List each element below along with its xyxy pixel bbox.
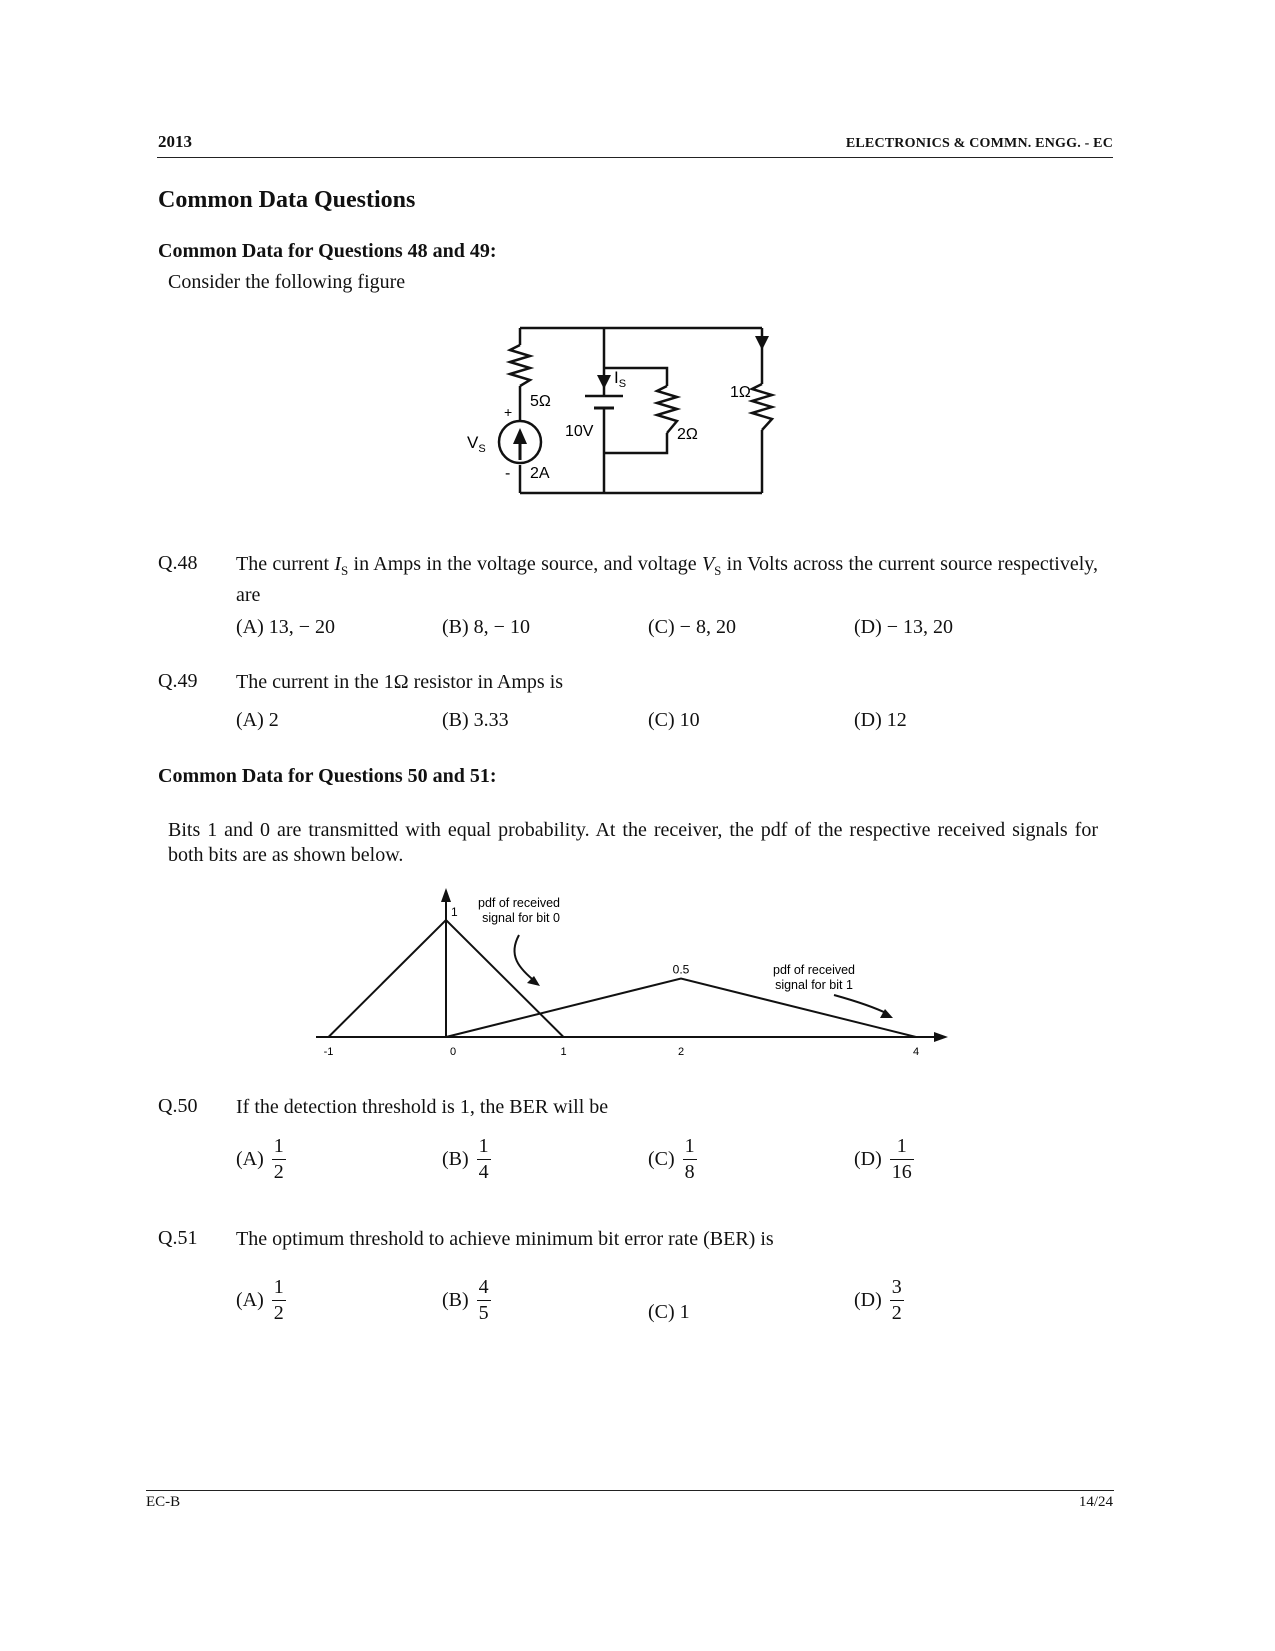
q48-option-a: (A) 13, − 20 — [236, 616, 336, 638]
is-label: $I_S$ — [614, 368, 627, 390]
q49-number: Q.49 — [158, 670, 198, 692]
footer-page-number: 14/24 — [1078, 1494, 1113, 1510]
q50-text: If the detection threshold is 1, the BER will be — [236, 1096, 609, 1118]
plus-label: + — [504, 404, 513, 420]
x-tick-label: 4 — [912, 1046, 920, 1058]
x-tick-label: 1 — [560, 1046, 567, 1058]
q48-number: Q.48 — [158, 552, 198, 574]
q49-option-d: (D) 12 — [854, 709, 907, 731]
section-title: Common Data Questions — [158, 187, 416, 213]
fraction: $\frac{1}{8}$ — [684, 1135, 695, 1183]
fraction: $\frac{1}{2}$ — [273, 1135, 284, 1183]
header-title: ELECTRONICS & COMMN. ENGG. - EC — [845, 136, 1113, 151]
fraction: $\frac{1}{16}$ — [891, 1135, 912, 1183]
x-tick-label: 2 — [677, 1046, 685, 1058]
fraction: $\frac{3}{2}$ — [891, 1276, 902, 1324]
peak-label-bit1: 0.5 — [672, 962, 690, 977]
q50-number: Q.50 — [158, 1095, 198, 1117]
annotation-bit0-line1: pdf of received — [478, 896, 560, 910]
x-axis-arrow — [934, 1032, 948, 1042]
q50-option-b: (B) $\frac{1}{4}$ — [442, 1135, 489, 1183]
q49-option-c: (C) 10 — [648, 709, 700, 731]
q50-option-d: (D) $\frac{1}{16}$ — [854, 1135, 912, 1183]
x-tick-label: -1 — [323, 1046, 334, 1058]
q51-option-d: (D) $\frac{3}{2}$ — [854, 1276, 902, 1324]
q48-option-d: (D) − 13, 20 — [854, 616, 954, 638]
q51-option-a: (A) $\frac{1}{2}$ — [236, 1276, 284, 1324]
vs-label: $V_S$ — [467, 433, 486, 455]
group2-intro: Bits 1 and 0 are transmitted with equal probability. At the receiver, the pdf of the respective received signals for both bits are as shown below. — [168, 819, 1098, 866]
fraction: $\frac{1}{4}$ — [478, 1135, 489, 1183]
y-axis-arrow — [441, 888, 451, 902]
fraction: $\frac{4}{5}$ — [478, 1276, 489, 1324]
q49-option-a: (A) 2 — [236, 709, 279, 731]
q50-option-c: (C) $\frac{1}{8}$ — [648, 1135, 695, 1183]
q48-option-c: (C) − 8, 20 — [648, 616, 736, 638]
annotation-bit1-line1: pdf of received — [773, 963, 855, 977]
annotation-bit1-line2: signal for bit 1 — [775, 978, 853, 992]
group2-heading: Common Data for Questions 50 and 51: — [158, 765, 497, 787]
q51-option-c: (C) 1 — [648, 1300, 690, 1323]
r5-label: 5Ω — [530, 393, 551, 410]
r1-label: 1Ω — [730, 384, 751, 401]
r2-label: 2Ω — [677, 426, 698, 443]
group1-heading: Common Data for Questions 48 and 49: — [158, 240, 497, 262]
annotation-bit0-pointer — [514, 935, 537, 983]
footer-code: EC-B — [146, 1494, 181, 1510]
q50-option-a: (A) $\frac{1}{2}$ — [236, 1135, 284, 1183]
q48-option-b: (B) 8, − 10 — [442, 616, 530, 638]
q49-text: The current in the 1Ω resistor in Amps is — [236, 671, 564, 693]
q51-text: The optimum threshold to achieve minimum bit error rate (BER) is — [236, 1228, 774, 1250]
current-source-label: 2A — [530, 465, 550, 482]
q51-option-b: (B) $\frac{4}{5}$ — [442, 1276, 489, 1324]
voltage-source-label: 10V — [565, 423, 594, 440]
annotation-bit1-pointer — [834, 995, 888, 1014]
peak-label-bit0: 1 — [451, 905, 458, 919]
annotation-bit0-line2: signal for bit 0 — [482, 911, 560, 925]
fraction: $\frac{1}{2}$ — [273, 1276, 284, 1324]
footer-rule — [146, 1490, 1114, 1491]
group1-intro: Consider the following figure — [168, 271, 406, 293]
q49-option-b: (B) 3.33 — [442, 709, 509, 731]
minus-label: - — [505, 465, 511, 482]
q51-number: Q.51 — [158, 1227, 198, 1249]
x-tick-label: 0 — [449, 1046, 457, 1058]
header-year: 2013 — [158, 132, 192, 151]
q48-text: The current $I_S$ in Amps in the voltage source, and voltage $V_S$ in Volts across the current source respectively, are — [236, 553, 1098, 606]
